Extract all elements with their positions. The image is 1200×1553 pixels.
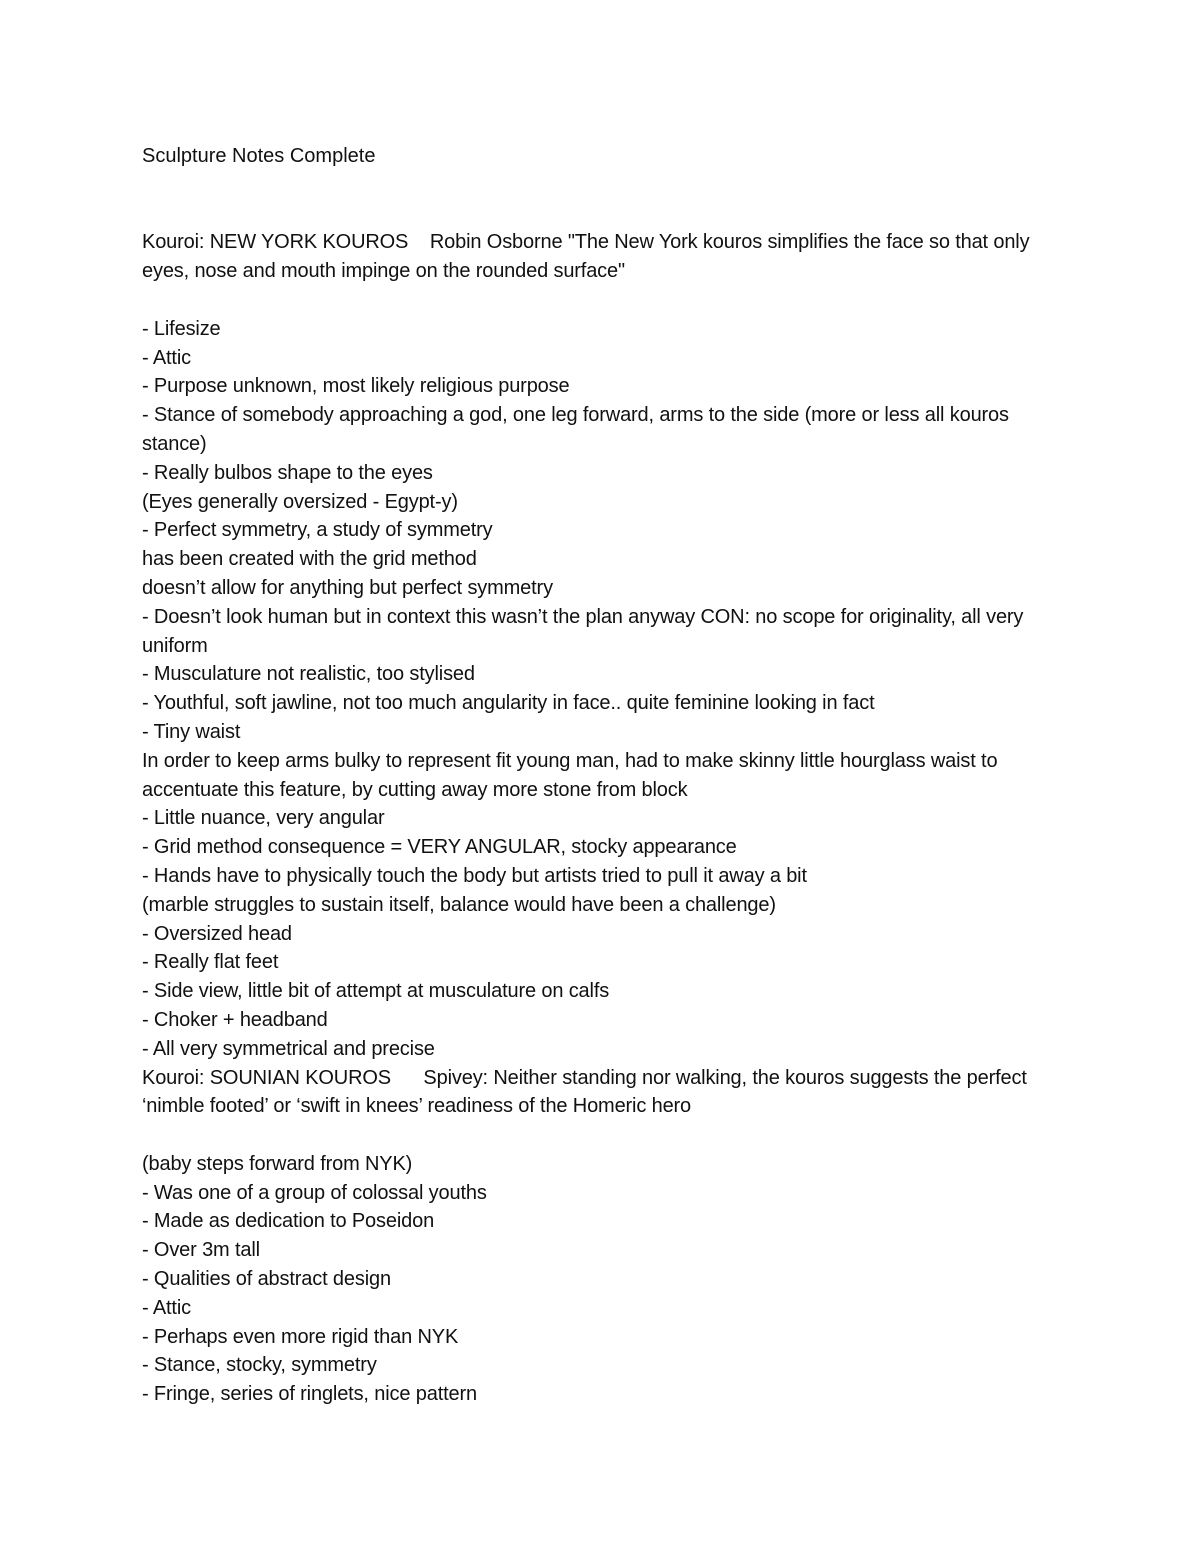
note-line: Kouroi: SOUNIAN KOUROS Spivey: Neither standing nor walking, the kouros suggests the perfect ‘nimble footed’ or ‘swift in knees’ readiness of the Homeric hero <box>142 1066 1033 1118</box>
note-line: (marble struggles to sustain itself, balance would have been a challenge) <box>142 893 776 916</box>
note-line: - Attic <box>142 1296 191 1319</box>
note-line: - Little nuance, very angular <box>142 807 385 830</box>
note-line: - Side view, little bit of attempt at musculature on calfs <box>142 980 610 1003</box>
note-line: - Stance, stocky, symmetry <box>142 1354 377 1377</box>
note-line: - Tiny waist <box>142 720 241 743</box>
blank-line <box>142 200 1062 229</box>
blank-line <box>142 286 1062 315</box>
note-line: In order to keep arms bulky to represent fit young man, had to make skinny little hourglass waist to accentuate this feature, by cutting away more stone from block <box>142 749 1003 801</box>
note-line: - Stance of somebody approaching a god, one leg forward, arms to the side (more or less all kouros stance) <box>142 404 1015 455</box>
note-line: - Over 3m tall <box>142 1239 260 1262</box>
note-line: has been created with the grid method <box>142 548 477 571</box>
note-line: - Was one of a group of colossal youths <box>142 1181 487 1204</box>
note-line: - Attic <box>142 346 191 369</box>
notes-text <box>142 171 1062 1409</box>
note-line: - Fringe, series of ringlets, nice pattern <box>142 1383 477 1406</box>
note-line: - Choker + headband <box>142 1008 328 1031</box>
note-line: - Musculature not realistic, too stylised <box>142 663 475 686</box>
note-line: Kouroi: NEW YORK KOUROS Robin Osborne "The New York kouros simplifies the face so that only eyes, nose and mouth impinge on the rounded surface" <box>142 231 1035 283</box>
document-title: Sculpture Notes Complete <box>142 145 376 167</box>
note-line: - Doesn’t look human but in context this wasn’t the plan anyway CON: no scope for originality, all very uniform <box>142 605 1029 657</box>
note-line: - Hands have to physically touch the body but artists tried to pull it away a bit <box>142 864 807 887</box>
note-line: - Made as dedication to Poseidon <box>142 1210 435 1233</box>
note-line: - Lifesize <box>142 317 221 340</box>
note-line: - All very symmetrical and precise <box>142 1037 435 1060</box>
note-line: - Perfect symmetry, a study of symmetry <box>142 519 493 542</box>
note-line: - Purpose unknown, most likely religious purpose <box>142 375 570 398</box>
blank-line <box>142 1121 1062 1150</box>
note-line: - Oversized head <box>142 922 292 945</box>
note-line: (baby steps forward from NYK) <box>142 1152 413 1175</box>
note-line: (Eyes generally oversized - Egypt-y) <box>142 490 458 513</box>
blank-line <box>142 171 1062 200</box>
note-line: - Youthful, soft jawline, not too much angularity in face.. quite feminine looking in fact <box>142 692 875 715</box>
note-line: doesn’t allow for anything but perfect symmetry <box>142 576 553 599</box>
note-line: - Really flat feet <box>142 951 279 974</box>
note-line: - Perhaps even more rigid than NYK <box>142 1325 459 1348</box>
note-line: - Qualities of abstract design <box>142 1268 391 1291</box>
document-body <box>142 142 1062 1409</box>
note-line: - Grid method consequence = VERY ANGULAR, stocky appearance <box>142 836 737 859</box>
note-line: - Really bulbos shape to the eyes <box>142 461 433 484</box>
